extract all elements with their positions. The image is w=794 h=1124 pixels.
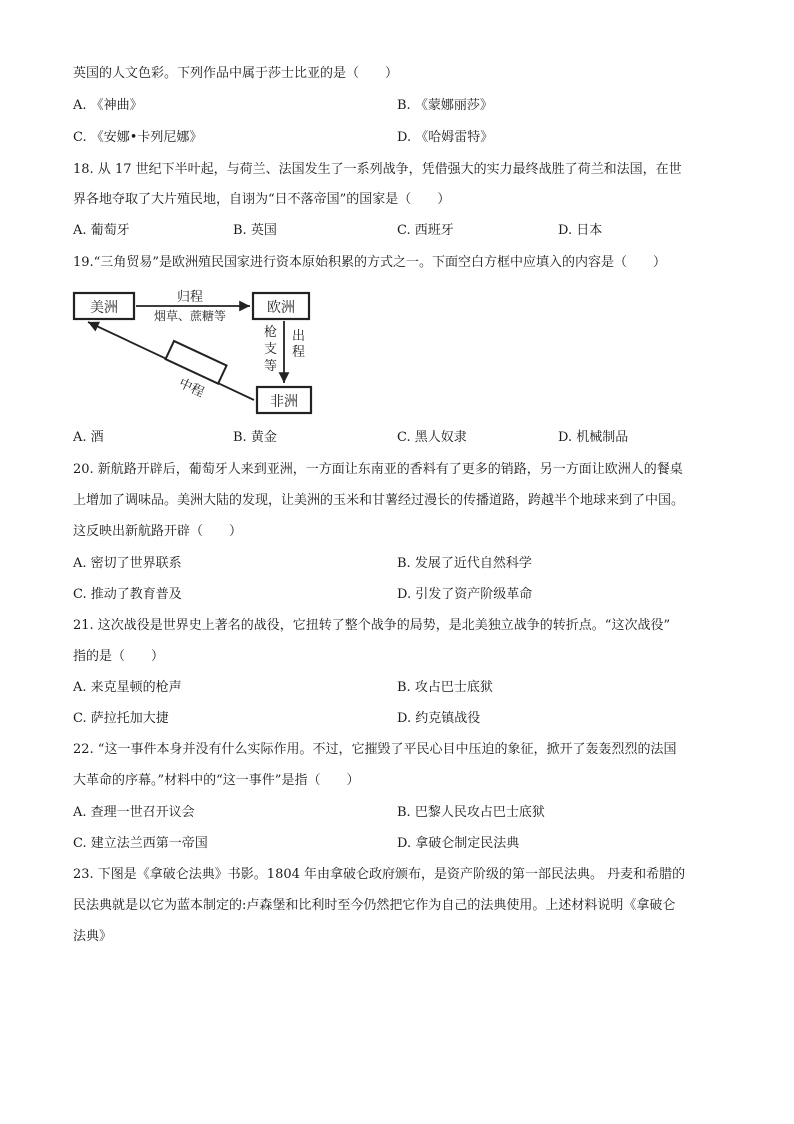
goods-label: 烟草、蔗糖等 — [153, 309, 227, 323]
q17-option-c[interactable]: C. 《安娜•卡列尼娜》 — [73, 130, 203, 145]
q19-option-d[interactable]: D. 机械制品 — [558, 430, 629, 445]
weapons-char-1: 枪 — [264, 325, 278, 340]
q17-option-b[interactable]: B. 《蒙娜丽莎》 — [397, 98, 493, 113]
q18-option-c[interactable]: C. 西班牙 — [397, 223, 454, 238]
q23-stem-line2: 民法典就是以它为蓝本制定的:卢森堡和比利时至今仍然把它作为自己的法典使用。上述材料说明《拿破仑 — [73, 898, 676, 913]
blank-answer-box — [166, 341, 227, 384]
q21-stem-line1: 21. 这次战役是世界史上著名的战役，它扭转了整个战争的局势，是北美独立战争的转折点。“这次战役” — [73, 618, 671, 633]
q19-option-a[interactable]: A. 酒 — [73, 430, 104, 445]
q17-stem: 英国的人文色彩。下列作品中属于莎士比亚的是（ ） — [73, 66, 399, 81]
q20-option-c[interactable]: C. 推动了教育普及 — [73, 587, 182, 602]
q23-stem-line1: 23. 下图是《拿破仑法典》书影。1804 年由拿破仑政府颁布，是资产阶级的第一部民法典。 丹麦和希腊的 — [73, 867, 686, 882]
weapons-label — [264, 324, 281, 374]
q22-option-c[interactable]: C. 建立法兰西第一帝国 — [73, 836, 208, 851]
q20-option-b[interactable]: B. 发展了近代自然科学 — [397, 556, 532, 571]
triangle-trade-diagram — [70, 286, 320, 418]
weapons-char-3: 等 — [264, 359, 278, 374]
q22-stem-line1: 22. “这一事件本身并没有什么实际作用。不过，它摧毁了平民心目中压迫的象征，掀开了轰轰烈烈的法国 — [73, 742, 677, 757]
q21-stem-line2: 指的是（ ） — [73, 649, 165, 664]
q22-option-d[interactable]: D. 拿破仑制定民法典 — [397, 836, 520, 851]
q21-option-b[interactable]: B. 攻占巴士底狱 — [397, 680, 493, 695]
q20-stem-line1: 20. 新航路开辟后，葡萄牙人来到亚洲，一方面让东南亚的香料有了更多的销路，另一方面让欧洲人的餐桌 — [73, 462, 683, 477]
q21-option-a[interactable]: A. 来克星顿的枪声 — [73, 680, 182, 695]
q21-option-d[interactable]: D. 约克镇战役 — [397, 711, 481, 726]
america-label: 美洲 — [90, 300, 118, 316]
q18-option-d[interactable]: D. 日本 — [558, 223, 603, 238]
q21-option-c[interactable]: C. 萨拉托加大捷 — [73, 711, 169, 726]
middle-label: 中程 — [176, 376, 207, 401]
outbound-label — [292, 328, 309, 360]
weapons-char-2: 支 — [264, 342, 278, 357]
outbound-char-1: 出 — [292, 329, 306, 344]
q17-option-a[interactable]: A. 《神曲》 — [73, 98, 143, 113]
return-label: 归程 — [176, 290, 204, 305]
q22-stem-line2: 大革命的序幕。”材料中的“这一事件”是指（ ） — [73, 773, 360, 788]
africa-label: 非洲 — [270, 394, 298, 410]
europe-label: 欧洲 — [267, 300, 295, 316]
q19-stem: 19.“三角贸易”是欧洲殖民国家进行资本原始积累的方式之一。下面空白方框中应填入的内容是（ ） — [73, 255, 666, 270]
q18-option-a[interactable]: A. 葡萄牙 — [73, 223, 130, 238]
q20-option-a[interactable]: A. 密切了世界联系 — [73, 556, 182, 571]
q18-stem-line2: 界各地夺取了大片殖民地，自诩为“日不落帝国”的国家是（ ） — [73, 192, 451, 207]
q22-option-b[interactable]: B. 巴黎人民攻占巴士底狱 — [397, 805, 545, 820]
q22-option-a[interactable]: A. 查理一世召开议会 — [73, 805, 195, 820]
q18-stem-line1: 18. 从 17 世纪下半叶起，与荷兰、法国发生了一系列战争，凭借强大的实力最终战胜了荷兰和法国，在世 — [73, 162, 682, 177]
q19-option-c[interactable]: C. 黑人奴隶 — [397, 430, 467, 445]
q18-option-b[interactable]: B. 英国 — [233, 223, 277, 238]
q17-option-d[interactable]: D. 《哈姆雷特》 — [397, 130, 494, 145]
q20-stem-line2: 上增加了调味品。美洲大陆的发现，让美洲的玉米和甘薯经过漫长的传播道路，跨越半个地球来到了中国。 — [73, 493, 685, 508]
outbound-char-2: 程 — [292, 345, 306, 360]
q20-stem-line3: 这反映出新航路开辟（ ） — [73, 524, 243, 539]
q19-option-b[interactable]: B. 黄金 — [233, 430, 277, 445]
q20-option-d[interactable]: D. 引发了资产阶级革命 — [397, 587, 533, 602]
q23-stem-line3: 法典》 — [73, 929, 113, 944]
